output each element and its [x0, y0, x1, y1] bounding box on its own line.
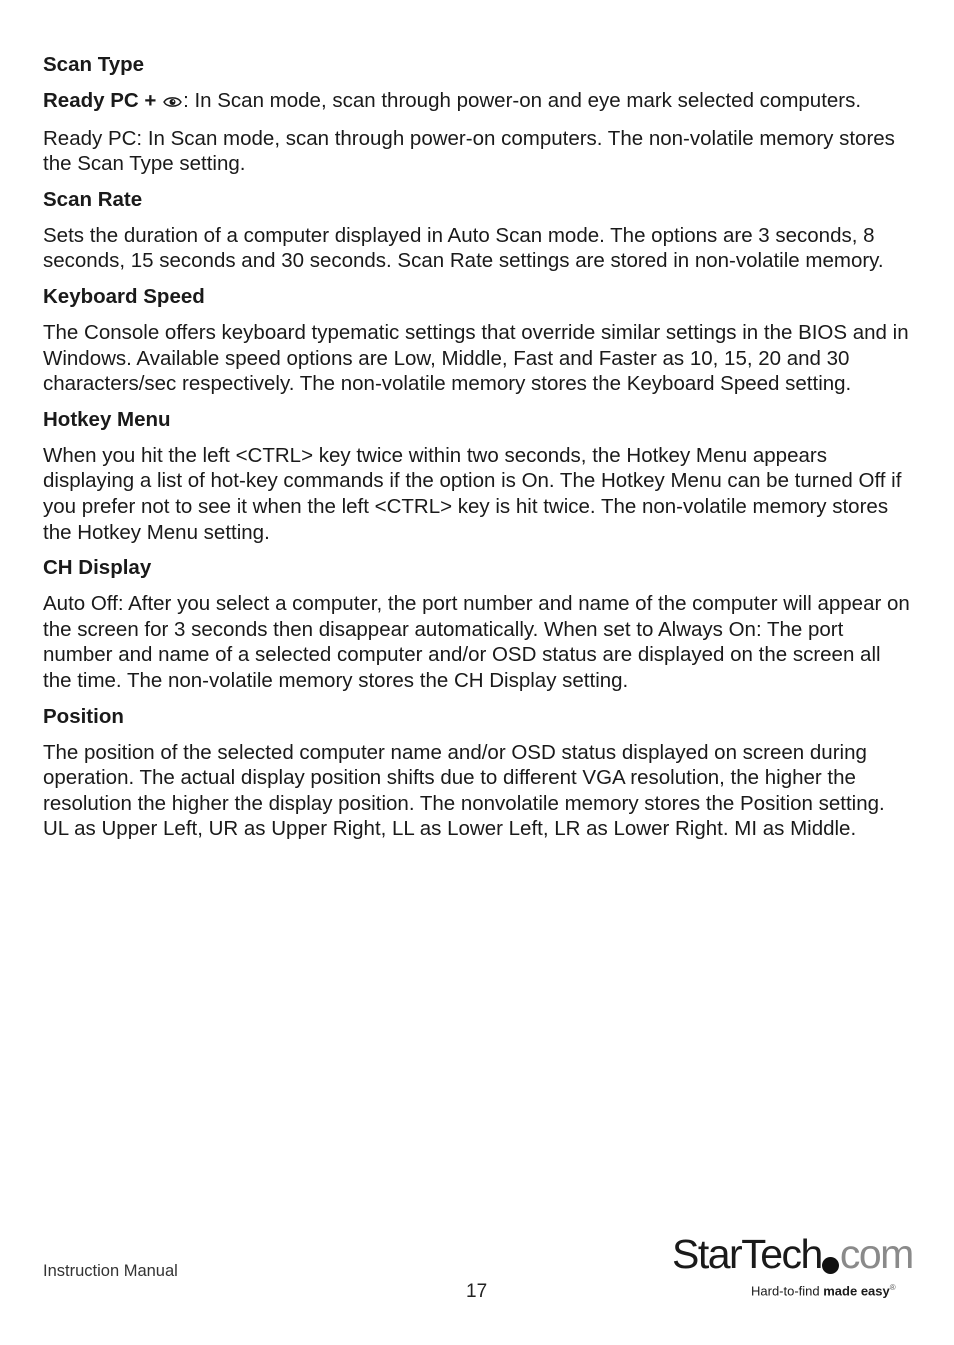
section-heading-scan-type: Scan Type: [43, 53, 145, 76]
document-body: [43, 52, 911, 852]
paragraph-ready-pc-eye: [43, 88, 911, 116]
eye-icon: [163, 90, 182, 116]
logo-com: com: [839, 1231, 913, 1277]
logo-wordmark: [672, 1232, 913, 1276]
logo-tagline: [751, 1283, 896, 1298]
paragraph-ready-pc: Ready PC: In Scan mode, scan through power-on computers. The non-volatile memory stores the Scan Type setting.: [43, 126, 895, 176]
paragraph-scan-rate: Sets the duration of a computer displayed in Auto Scan mode. The options are 3 seconds, 8 seconds, 15 seconds and 30 seconds. Scan Rate settings are stored in non-volatile memory.: [43, 223, 884, 273]
logo-dot-icon: [822, 1257, 839, 1274]
section-heading-keyboard-speed: Keyboard Speed: [43, 284, 205, 308]
page-number: 17: [466, 1281, 488, 1302]
paragraph-keyboard-speed: The Console offers keyboard typematic settings that override similar settings in the BIOS and in Windows. Available speed options are Low, Middle, Fast and Faster as 10, 15, 20 and 30 characters/sec respectively. The non-volatile memory stores the Keyboard Speed setting.: [43, 320, 909, 396]
tagline-bold: made easy: [823, 1283, 890, 1299]
paragraph-text: : In Scan mode, scan through power-on and eye mark selected computers.: [183, 89, 862, 112]
section-heading-position: Position: [43, 704, 124, 728]
section-heading-hotkey-menu: Hotkey Menu: [43, 407, 171, 431]
footer-document-title: Instruction Manual: [43, 1262, 178, 1280]
bold-prefix: Ready PC +: [43, 89, 163, 112]
section-heading-scan-rate: Scan Rate: [43, 187, 143, 211]
paragraph-hotkey-menu: When you hit the left <CTRL> key twice within two seconds, the Hotkey Menu appears displaying a list of hot-key commands if the option is On. The Hotkey Menu can be turned Off if you prefer not to see it when the left <CTRL> key is hit twice. The non-volatile memory stores the Hotkey Menu setting.: [43, 443, 902, 544]
tagline-regular: Hard-to-find: [751, 1283, 824, 1299]
startech-logo: [672, 1232, 912, 1304]
section-heading-ch-display: CH Display: [43, 556, 152, 580]
paragraph-ch-display: Auto Off: After you select a computer, the port number and name of the computer will appear on the screen for 3 seconds then disappear automatically. When set to Always On: The port number and name of a selected computer and/or OSD status are displayed on the screen all the time. The non-volatile memory stores the CH Display setting.: [43, 592, 910, 692]
logo-brand: StarTech: [672, 1231, 822, 1277]
registered-mark: ®: [889, 1283, 896, 1292]
paragraph-position: The position of the selected computer name and/or OSD status displayed on screen during operation. The actual display position shifts due to different VGA resolution, the higher the resolution the higher the display position. The nonvolatile memory stores the Position setting. UL as Upper Left, UR as Upper Right, LL as Lower Left, LR as Lower Right. MI as Middle.: [43, 740, 885, 841]
